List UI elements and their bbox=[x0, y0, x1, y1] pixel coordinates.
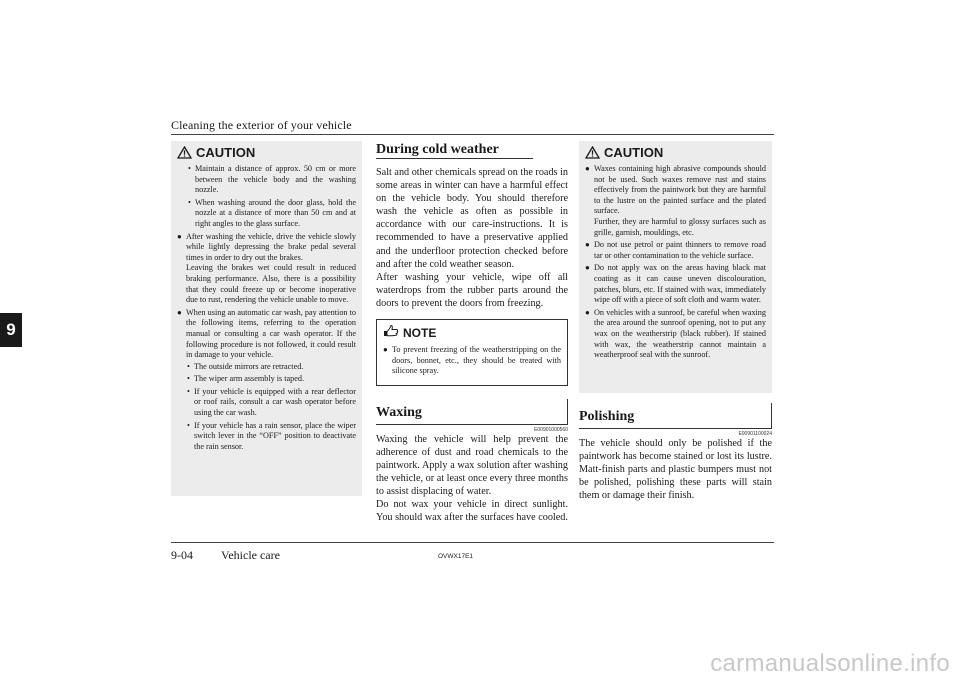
page-number: 9-04 bbox=[171, 548, 193, 562]
paragraph: Do not apply wax on the areas having black mat coating as it can cause uneven discolouration, patches, blurs, etc. If stained with wax, immediately wipe off with a piece of soft cloth and warm water. bbox=[594, 263, 766, 305]
footer-section-name: Vehicle care bbox=[221, 548, 280, 562]
note-hand-icon bbox=[383, 324, 399, 342]
caution-label: CAUTION bbox=[196, 145, 256, 160]
paragraph: On vehicles with a sunroof, be careful when waxing the area around the sunroof opening, not to put any wax on the weatherstrip (black rubber). If stained with wax, the weatherstrip cannot maintain a weatherproof seal with the sunroof. bbox=[594, 307, 766, 360]
bullet-icon: ● bbox=[585, 263, 590, 273]
footer-rule bbox=[171, 542, 774, 543]
caution-sub-list bbox=[177, 164, 356, 230]
bullet-icon: ● bbox=[177, 307, 182, 317]
document-code: OVWX17E1 bbox=[438, 553, 474, 560]
column-right bbox=[579, 141, 772, 502]
list-item bbox=[177, 232, 356, 306]
watermark: carmanualsonline.info bbox=[710, 650, 950, 677]
paragraph: The vehicle should only be polished if the paintwork has become stained or lost its lustre. Matt-finish parts and plastic bumpers must not be polished, polishing these parts will stain them or damage their finish. bbox=[579, 438, 772, 502]
section-title-cold-weather: During cold weather bbox=[376, 141, 568, 159]
caution-box-right bbox=[579, 141, 772, 393]
header-rule bbox=[171, 134, 774, 135]
car-wash-sub-list bbox=[186, 362, 356, 453]
note-box bbox=[376, 319, 568, 386]
column-middle bbox=[376, 141, 568, 524]
list-item bbox=[585, 164, 766, 238]
list-item: • If your vehicle is equipped with a rear deflector or roof rails, consult a car wash operator before using the car wash. bbox=[188, 387, 356, 419]
paragraph: After washing the vehicle, drive the vehicle slowly while lightly depressing the brake pedal several times in order to dry out the brakes. bbox=[186, 231, 356, 262]
paragraph: To prevent freezing of the weatherstripping on the doors, bonnet, etc., they should be treated with silicone spray. bbox=[392, 345, 561, 376]
bullet-icon: ● bbox=[585, 164, 590, 173]
caution-header bbox=[585, 145, 766, 160]
paragraph: Leaving the brakes wet could result in reduced braking performance. Also, there is a possibility that they could freeze up or become inoperative due to rust, rendering the vehicle unable to move. bbox=[186, 263, 356, 305]
column-left bbox=[171, 141, 362, 496]
list-item: • The outside mirrors are retracted. bbox=[188, 362, 356, 373]
caution-label: CAUTION bbox=[604, 145, 664, 160]
list-item: • Maintain a distance of approx. 50 cm or more between the vehicle body and the washing nozzle. bbox=[189, 164, 356, 196]
caution-box-left bbox=[171, 141, 362, 496]
section-code: E00901000560 bbox=[534, 426, 568, 433]
note-label: NOTE bbox=[403, 326, 437, 341]
list-item: • When washing around the door glass, hold the nozzle at a distance of more than 50 cm and at right angles to the glass surface. bbox=[189, 198, 356, 230]
list-item bbox=[177, 308, 356, 453]
paragraph: After washing your vehicle, wipe off all waterdrops from the rubber parts around the doors to prevent the doors from freezing. bbox=[376, 271, 568, 309]
paragraph: Waxes containing high abrasive compounds should not be used. Such waxes remove rust and stains effectively from the paintwork but they are harmful to the lustre on the painted surface and the plated surface. bbox=[594, 164, 766, 216]
list-item bbox=[383, 345, 561, 377]
paragraph: When using an automatic car wash, pay attention to the following items, referring to the operation manual or consulting a car wash operator. If the following procedure is not followed, it could result in damage to your vehicle. bbox=[186, 307, 356, 360]
paragraph: Do not use petrol or paint thinners to remove road tar or other contamination to the vehicle surface. bbox=[594, 240, 766, 260]
bullet-icon: ● bbox=[177, 231, 182, 241]
caution-header bbox=[177, 145, 356, 160]
section-title-polishing: Polishing bbox=[579, 403, 772, 429]
section-title-waxing: Waxing bbox=[376, 399, 568, 425]
header-title: Cleaning the exterior of your vehicle bbox=[171, 118, 352, 132]
list-item bbox=[585, 308, 766, 361]
bullet-icon: ● bbox=[383, 345, 388, 355]
section-code: E00901100024 bbox=[738, 431, 772, 437]
note-header bbox=[383, 324, 561, 342]
list-item bbox=[585, 263, 766, 305]
warning-triangle-icon bbox=[177, 146, 192, 159]
warning-triangle-icon bbox=[585, 146, 600, 159]
paragraph: Do not wax your vehicle in direct sunlight. You should wax after the surfaces have cooled. bbox=[376, 499, 568, 524]
bullet-icon: ● bbox=[585, 240, 590, 250]
paragraph: Salt and other chemicals spread on the roads in some areas in winter can have a harmful effect on the vehicle body. You should therefore wash the vehicle as often as possible in accordance with our care-instructions. It is recommended to have a preservative applied and the underfloor protection checked before and after the cold weather season. bbox=[376, 167, 568, 270]
list-item: • The wiper arm assembly is taped. bbox=[188, 374, 356, 385]
bullet-icon: ● bbox=[585, 307, 590, 317]
paragraph: Waxing the vehicle will help prevent the adherence of dust and road chemicals to the paintwork. Apply a wax solution after washing the vehicle, or at least once every three months to assist displacing of water. bbox=[376, 433, 568, 498]
list-item bbox=[585, 240, 766, 261]
chapter-tab: 9 bbox=[0, 313, 22, 347]
paragraph: Further, they are harmful to glossy surfaces such as grille, garnish, mouldings, etc. bbox=[594, 216, 766, 237]
list-item: • If your vehicle has a rain sensor, place the wiper switch lever in the “OFF” position to deactivate the rain sensor. bbox=[188, 421, 356, 453]
